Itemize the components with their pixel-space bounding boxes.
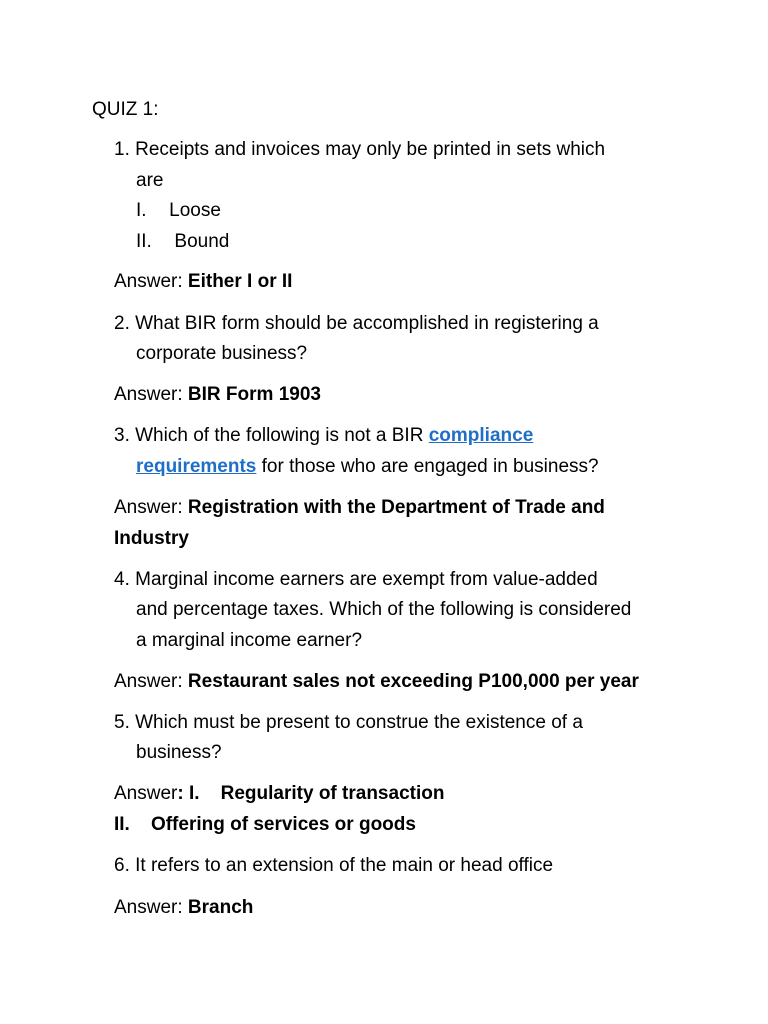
answer-1 bbox=[114, 270, 292, 294]
answer-2 bbox=[114, 383, 321, 407]
option-1-number: I. bbox=[136, 200, 147, 221]
answer-text: Registration with the Department of Trade and bbox=[187, 497, 605, 518]
answer-3-line-1 bbox=[114, 496, 605, 520]
answer-text: Either I or II bbox=[187, 271, 293, 292]
answer-label: Answer: bbox=[114, 384, 188, 405]
quiz-title: QUIZ 1: bbox=[92, 99, 159, 120]
answer-3-line-2: Industry bbox=[114, 528, 189, 549]
question-3-text: 3. Which of the following is not a BIR bbox=[114, 425, 429, 446]
question-2-line-2: corporate business? bbox=[136, 343, 308, 364]
question-3-line-1 bbox=[114, 424, 533, 448]
answer-label: Answer: bbox=[114, 897, 188, 918]
answer-text: Restaurant sales not exceeding P100,000 per year bbox=[187, 671, 639, 692]
answer-4 bbox=[114, 670, 639, 694]
answer-text: BIR Form 1903 bbox=[187, 384, 321, 405]
answer-5-line-2: II. Offering of services or goods bbox=[114, 814, 416, 835]
answer-5-line-1 bbox=[114, 782, 444, 806]
option-2-number: II. bbox=[136, 231, 152, 252]
question-4-line-1: 4. Marginal income earners are exempt from value-added bbox=[114, 569, 598, 590]
question-3-line-2 bbox=[136, 455, 599, 479]
question-3-text-end: for those who are engaged in business? bbox=[256, 456, 599, 477]
answer-label: Answer bbox=[114, 783, 178, 804]
question-5-line-1: 5. Which must be present to construe the existence of a bbox=[114, 712, 583, 733]
question-1-line-2: are bbox=[136, 170, 164, 191]
option-1-text: Loose bbox=[169, 200, 221, 221]
question-6-line-1: 6. It refers to an extension of the main or head office bbox=[114, 855, 554, 876]
answer-text: Branch bbox=[187, 897, 254, 918]
question-1-option-2 bbox=[136, 230, 229, 254]
question-1-option-1 bbox=[136, 199, 221, 223]
compliance-link[interactable]: compliance bbox=[428, 425, 534, 446]
answer-label: Answer: bbox=[114, 271, 188, 292]
answer-label: Answer: bbox=[114, 497, 188, 518]
question-5-line-2: business? bbox=[136, 742, 222, 763]
question-4-line-3: a marginal income earner? bbox=[136, 630, 363, 651]
question-1-line-1: 1. Receipts and invoices may only be printed in sets which bbox=[114, 139, 606, 160]
question-2-line-1: 2. What BIR form should be accomplished in registering a bbox=[114, 313, 599, 334]
option-2-text: Bound bbox=[174, 231, 230, 252]
answer-text: : I. Regularity of transaction bbox=[177, 783, 445, 804]
question-4-line-2: and percentage taxes. Which of the following is considered bbox=[136, 599, 632, 620]
answer-6 bbox=[114, 896, 253, 920]
answer-label: Answer: bbox=[114, 671, 188, 692]
requirements-link[interactable]: requirements bbox=[136, 456, 257, 477]
